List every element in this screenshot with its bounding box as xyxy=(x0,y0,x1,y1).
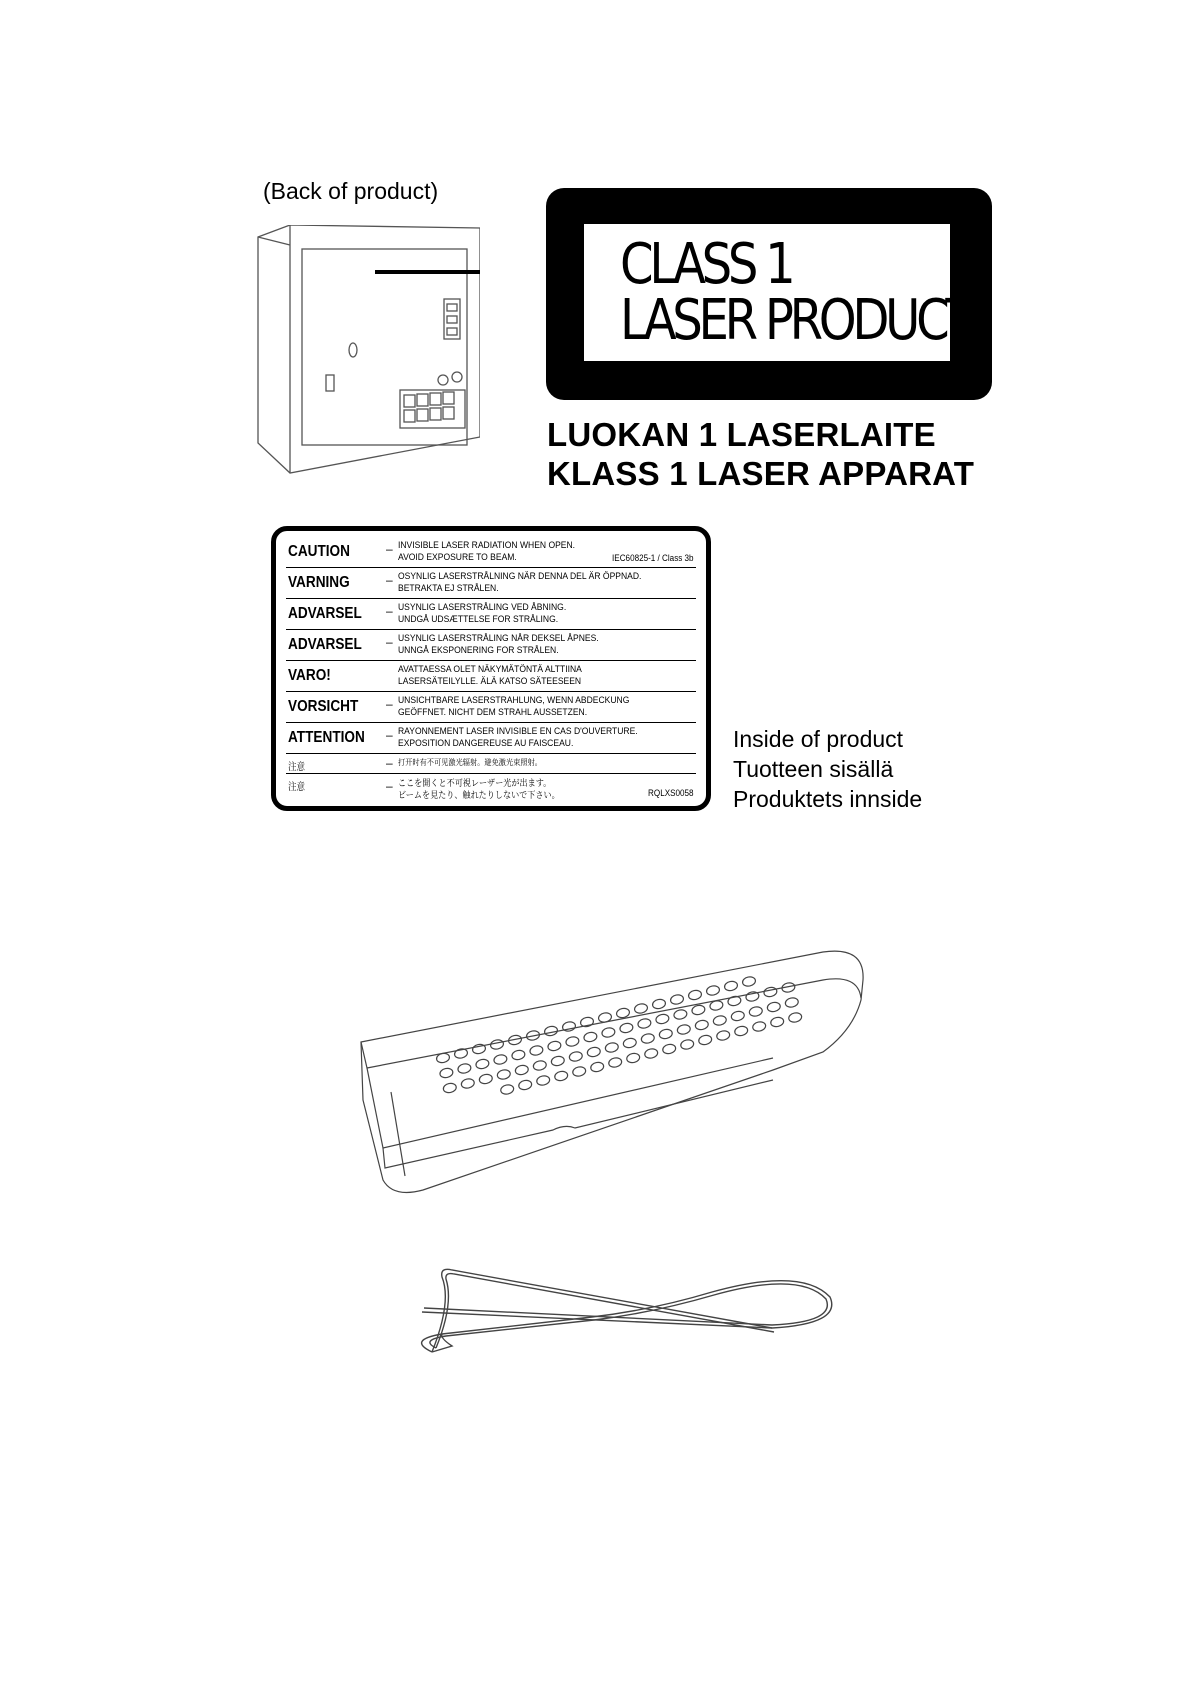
remote-button xyxy=(533,1060,548,1072)
varning-text-line1: OSYNLIG LASERSTRÅLNING NÄR DENNA DEL ÄR ÖPPNAD. xyxy=(398,571,642,582)
remote-button xyxy=(587,1046,602,1058)
remote-button xyxy=(727,995,742,1007)
device-back-illustration xyxy=(250,225,480,475)
attention-text xyxy=(398,726,638,750)
advarsel-danish-text xyxy=(398,602,566,626)
japanese-caution-text-line1: ここを開くと不可視レーザー光が出ます。 xyxy=(398,778,552,788)
remote-button xyxy=(698,1034,713,1046)
remote-button xyxy=(659,1028,674,1040)
remote-button xyxy=(641,1033,656,1045)
vorsicht-text-line1: UNSICHTBARE LASERSTRAHLUNG, WENN ABDECKUNG xyxy=(398,695,630,706)
advarsel-norwegian-dash: – xyxy=(386,635,393,649)
inside-caption-finnish: Tuotteen sisällä xyxy=(733,756,894,782)
swedish-laser-class-text: KLASS 1 LASER APPARAT xyxy=(547,455,975,492)
class1-laser-label xyxy=(546,188,992,400)
caution-dash: – xyxy=(386,542,393,556)
varo-word: VARO! xyxy=(288,667,331,684)
varo-row xyxy=(286,661,696,692)
rqlx-reference: RQLXS0058 xyxy=(648,788,694,798)
caution-word: CAUTION xyxy=(288,543,350,560)
class1-line1: CLASS 1 xyxy=(620,231,792,297)
remote-button xyxy=(562,1021,577,1033)
remote-button xyxy=(695,1019,710,1031)
remote-button xyxy=(673,1009,688,1021)
remote-button xyxy=(529,1045,544,1057)
varning-word: VARNING xyxy=(288,574,350,591)
advarsel-norwegian-word: ADVARSEL xyxy=(288,636,362,653)
advarsel-norwegian-text-line1: USYNLIG LASERSTRÅLING NÅR DEKSEL ÅPNES. xyxy=(398,633,599,644)
remote-button xyxy=(767,1001,782,1013)
varning-dash: – xyxy=(386,573,393,587)
japanese-caution-text xyxy=(398,777,560,801)
remote-button xyxy=(637,1018,652,1030)
vorsicht-row xyxy=(286,692,696,723)
remote-button xyxy=(472,1043,487,1055)
remote-button xyxy=(749,1006,764,1018)
class1-label-inner xyxy=(584,224,971,361)
varning-text xyxy=(398,571,641,595)
remote-button xyxy=(688,989,703,1001)
advarsel-norwegian-text xyxy=(398,633,599,657)
remote-button xyxy=(770,1016,785,1028)
varning-row xyxy=(286,568,696,599)
remote-button xyxy=(580,1016,595,1028)
remote-button xyxy=(518,1079,533,1091)
remote-button xyxy=(623,1037,638,1049)
varo-text-line1: AVATTAESSA OLET NÄKYMÄTÖNTÄ ALTTIINA xyxy=(398,664,582,675)
remote-button xyxy=(734,1025,749,1037)
attention-text-line2: EXPOSITION DANGEREUSE AU FAISCEAU. xyxy=(398,738,574,749)
advarsel-norwegian-row xyxy=(286,630,696,661)
antenna-cable-illustration xyxy=(412,1262,842,1362)
remote-button xyxy=(439,1067,454,1079)
remote-button xyxy=(551,1055,566,1067)
remote-button xyxy=(511,1049,526,1061)
remote-button xyxy=(724,980,739,992)
inside-caption-english: Inside of product xyxy=(733,726,904,752)
attention-row xyxy=(286,723,696,754)
remote-button xyxy=(500,1084,515,1096)
chinese-caution-dash: – xyxy=(386,756,393,770)
attention-word: ATTENTION xyxy=(288,729,365,746)
remote-button xyxy=(601,1027,616,1039)
varo-text-line2: LASERSÄTEILYLLE. ÄLÄ KATSO SÄTEESEEN xyxy=(398,676,582,687)
vorsicht-word: VORSICHT xyxy=(288,698,359,715)
advarsel-danish-text-line2: UNDGÅ UDSÆTTELSE FOR STRÅLING. xyxy=(398,614,559,625)
varo-text xyxy=(398,664,582,688)
varning-text-line2: BETRAKTA EJ STRÅLEN. xyxy=(398,583,499,594)
remote-button xyxy=(479,1073,494,1085)
remote-button xyxy=(443,1082,458,1094)
advarsel-danish-dash: – xyxy=(386,604,393,618)
remote-button xyxy=(716,1030,731,1042)
vorsicht-dash: – xyxy=(386,697,393,711)
remote-button xyxy=(461,1078,476,1090)
chinese-caution-text: 打开时有不可见激光辐射。避免激光束照射。 xyxy=(398,758,542,767)
caution-row xyxy=(286,537,696,568)
caution-text-line2: AVOID EXPOSURE TO BEAM. xyxy=(398,552,517,563)
remote-button xyxy=(713,1015,728,1027)
attention-dash: – xyxy=(386,728,393,742)
japanese-caution-row xyxy=(286,774,696,804)
class1-line2: LASER PRODUCT xyxy=(620,287,971,353)
remote-button xyxy=(634,1003,649,1015)
remote-button xyxy=(619,1022,634,1034)
remote-button xyxy=(785,997,800,1009)
remote-button xyxy=(572,1066,587,1078)
japanese-caution-text-line2: ビームを見たり、触れたりしないで下さい。 xyxy=(398,790,560,800)
advarsel-danish-row xyxy=(286,599,696,630)
remote-button xyxy=(457,1063,472,1075)
japanese-caution-dash: – xyxy=(386,779,393,793)
remote-button xyxy=(655,1013,670,1025)
remote-button xyxy=(569,1051,584,1063)
remote-button xyxy=(752,1021,767,1033)
remote-button xyxy=(493,1054,508,1066)
iec-reference: IEC60825-1 / Class 3b xyxy=(612,553,694,563)
remote-button xyxy=(605,1042,620,1054)
japanese-caution-word: 注意 xyxy=(288,782,305,793)
advarsel-danish-word: ADVARSEL xyxy=(288,605,362,622)
remote-button xyxy=(626,1052,641,1064)
remote-button xyxy=(565,1036,580,1048)
remote-button xyxy=(788,1012,803,1024)
remote-button xyxy=(680,1039,695,1051)
advarsel-danish-text-line1: USYNLIG LASERSTRÅLING VED ÅBNING. xyxy=(398,602,567,613)
remote-button xyxy=(497,1069,512,1081)
remote-button xyxy=(475,1058,490,1070)
advarsel-norwegian-text-line2: UNNGÅ EKSPONERING FOR STRÅLEN. xyxy=(398,645,559,656)
remote-button xyxy=(677,1024,692,1036)
caution-text xyxy=(398,540,575,564)
remote-button xyxy=(745,991,760,1003)
remote-button xyxy=(763,986,778,998)
remote-button xyxy=(536,1075,551,1087)
remote-button xyxy=(691,1004,706,1016)
caution-warning-label xyxy=(271,526,711,811)
caution-text-line1: INVISIBLE LASER RADIATION WHEN OPEN. xyxy=(398,540,576,551)
remote-button xyxy=(706,985,721,997)
remote-button xyxy=(583,1031,598,1043)
remote-button xyxy=(554,1070,569,1082)
remote-button xyxy=(644,1048,659,1060)
remote-button xyxy=(547,1040,562,1052)
back-of-product-caption: (Back of product) xyxy=(263,178,439,204)
remote-button xyxy=(652,998,667,1010)
chinese-caution-word: 注意 xyxy=(288,762,305,773)
vorsicht-text-line2: GEÖFFNET. NICHT DEM STRAHL AUSSETZEN. xyxy=(398,707,588,718)
remote-button xyxy=(742,976,757,988)
remote-button xyxy=(670,994,685,1006)
vorsicht-text xyxy=(398,695,629,719)
remote-button xyxy=(608,1057,623,1069)
remote-button xyxy=(731,1010,746,1022)
remote-button xyxy=(662,1043,677,1055)
attention-text-line1: RAYONNEMENT LASER INVISIBLE EN CAS D'OUVERTURE. xyxy=(398,726,638,737)
remote-button xyxy=(515,1064,530,1076)
remote-button xyxy=(454,1048,469,1060)
finnish-laser-class-text: LUOKAN 1 LASERLAITE xyxy=(547,416,936,453)
chinese-caution-row xyxy=(286,754,696,774)
inside-caption-norwegian: Produktets innside xyxy=(733,786,923,812)
remote-button xyxy=(590,1061,605,1073)
remote-control-illustration xyxy=(353,940,873,1200)
